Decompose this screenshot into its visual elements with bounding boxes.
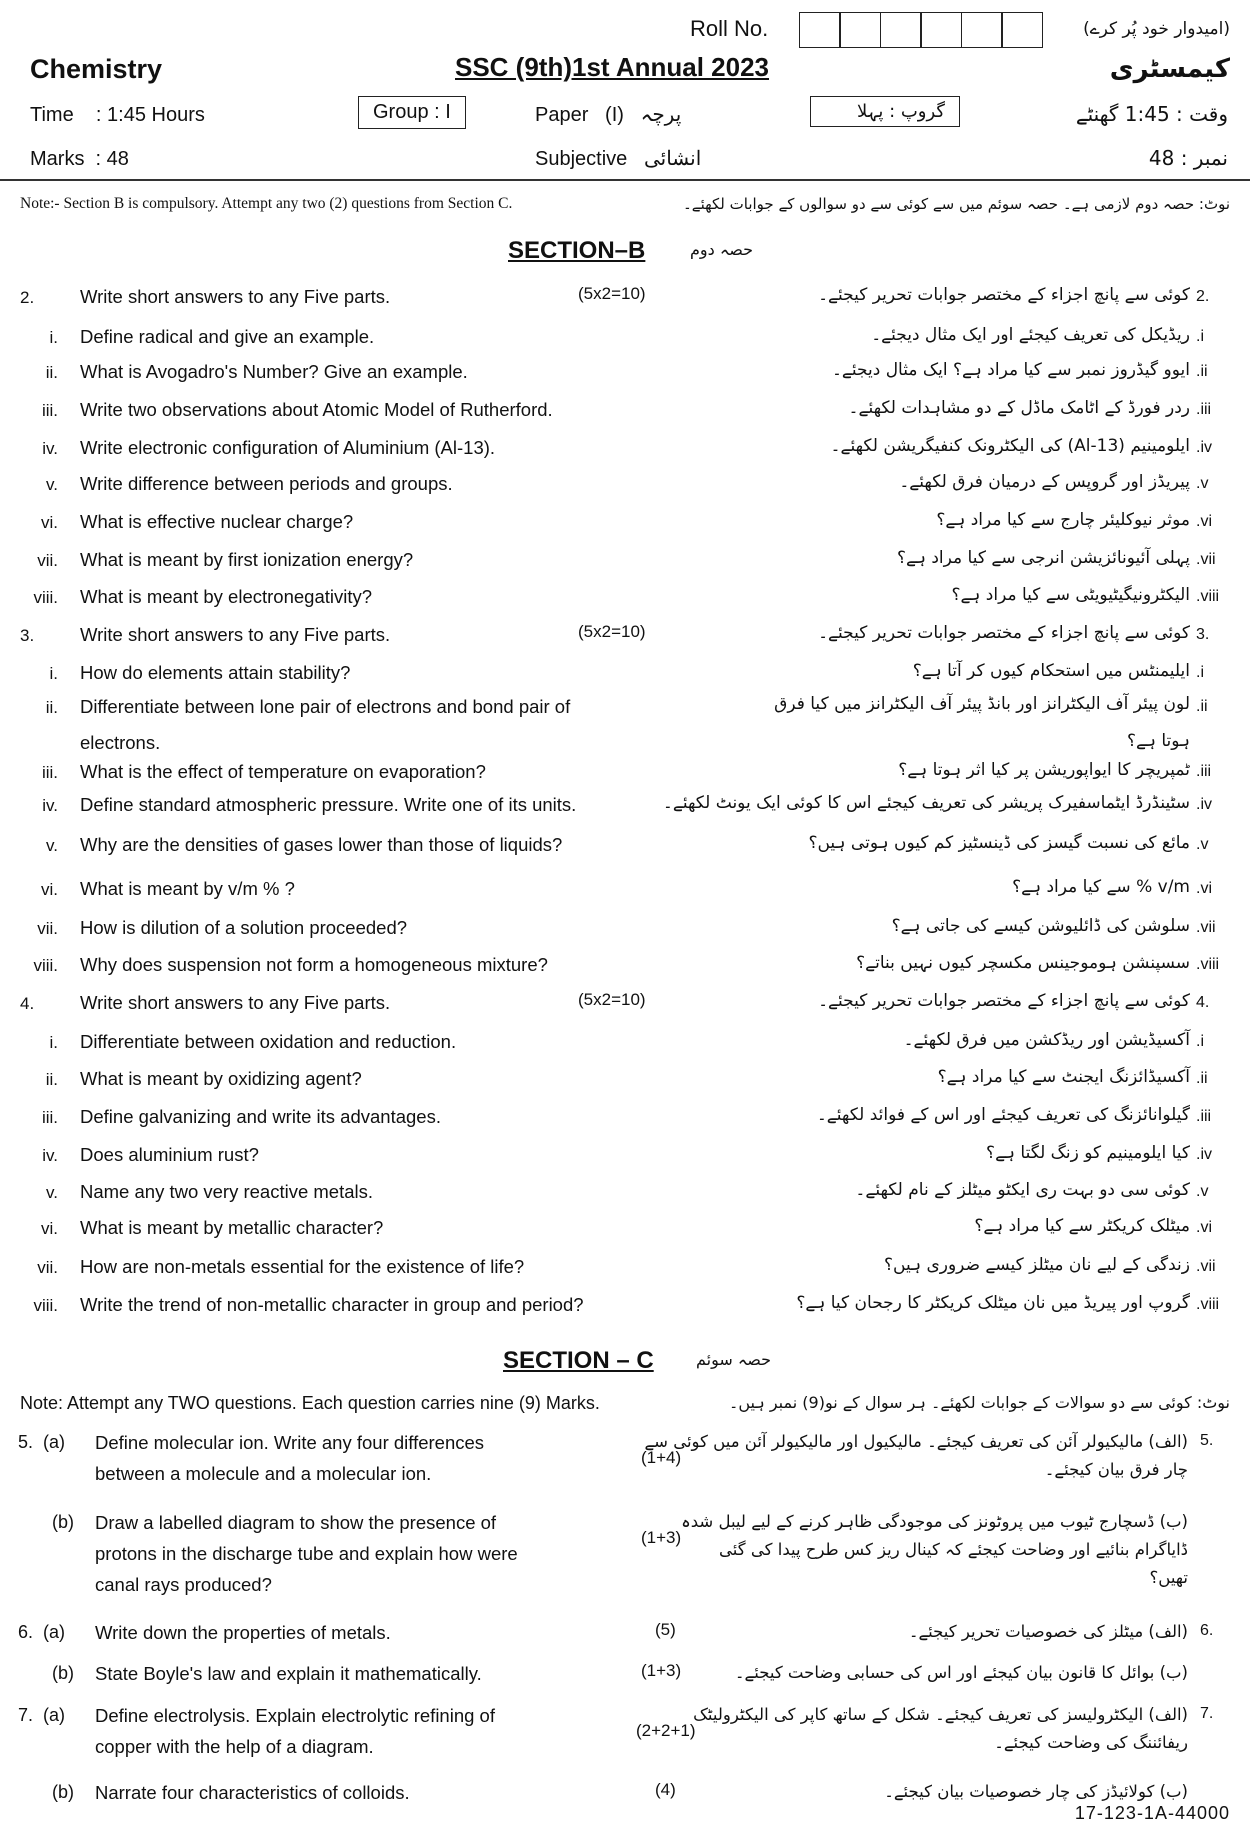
question-part: What is meant by metallic character? xyxy=(80,1217,384,1238)
question-number: viii. xyxy=(33,1296,58,1315)
question-number: vii. xyxy=(37,551,58,570)
question-number-urdu: .viii xyxy=(1196,956,1220,973)
question-part: Define standard atmospheric pressure. Write one of its units. xyxy=(80,794,577,815)
question-part: How are non-metals essential for the existence of life? xyxy=(80,1256,525,1277)
question-urdu: سلوشن کی ڈائلیوشن کیسے کی جاتی ہے؟ xyxy=(891,916,1190,936)
time-en: Time : 1:45 Hours xyxy=(30,104,205,126)
question-urdu-line: ریفائننگ کی وضاحت کیجئے۔ xyxy=(994,1733,1188,1752)
question-urdu-line: (الف) الیکٹرولیسز کی تعریف کیجئے۔ شکل کے ساتھ کاپر کی الیکٹرولیٹک xyxy=(693,1705,1188,1724)
question-line: State Boyle's law and explain it mathematically. xyxy=(95,1663,482,1684)
question-urdu: کوئی سے پانچ اجزاء کے مختصر جوابات تحریر کیجئے۔ xyxy=(818,623,1190,643)
question-number-urdu: .iv xyxy=(1196,796,1212,813)
header-divider xyxy=(0,179,1250,181)
question-number: ii. xyxy=(45,1070,58,1089)
section-c-note-ur: نوٹ: کوئی سے دو سوالات کے جوابات لکھئے۔ ہر سوال کے نو(9) نمبر ہیں۔ xyxy=(729,1393,1230,1412)
question-number-urdu: .v xyxy=(1196,475,1209,492)
question-part: Does aluminium rust? xyxy=(80,1144,259,1165)
question-number: vi. xyxy=(41,880,58,899)
question-number: iv. xyxy=(42,1146,58,1165)
question-urdu: الیکٹرونیگیٹیویٹی سے کیا مراد ہے؟ xyxy=(951,585,1190,605)
question-urdu: سسپنشن ہوموجینس مکسچر کیوں نہیں بناتے؟ xyxy=(856,953,1190,973)
question-number: v. xyxy=(46,836,58,855)
question-number-urdu: 7. xyxy=(1200,1705,1214,1722)
note-en: Note:- Section B is compulsory. Attempt any two (2) questions from Section C. xyxy=(20,195,513,212)
question-part: Write difference between periods and groups. xyxy=(80,473,453,494)
question-urdu: ہوتا ہے؟ xyxy=(1126,731,1190,751)
question-number-urdu: .vi xyxy=(1196,1219,1212,1236)
question-part: What is meant by v/m % ? xyxy=(80,878,295,899)
question-number-urdu: .viii xyxy=(1196,1296,1220,1313)
question-urdu: ایلیمنٹس میں استحکام کیوں کر آتا ہے؟ xyxy=(912,661,1190,681)
subject-ur: کیمسٹری xyxy=(1109,54,1230,84)
question-urdu: آکسیڈائزنگ ایجنٹ سے کیا مراد ہے؟ xyxy=(937,1067,1190,1087)
question-urdu: کوئی سے پانچ اجزاء کے مختصر جوابات تحریر کیجئے۔ xyxy=(818,285,1190,305)
question-number-urdu: .iv xyxy=(1196,439,1212,456)
question-number-urdu: .i xyxy=(1196,1033,1204,1050)
section-b-title: SECTION–B xyxy=(508,237,646,264)
question-number-urdu: .vi xyxy=(1196,513,1212,530)
question-urdu: کوئی سے پانچ اجزاء کے مختصر جوابات تحریر کیجئے۔ xyxy=(818,991,1190,1011)
group-ur: گروپ : پہلا xyxy=(810,96,960,127)
question-line: Narrate four characteristics of colloids. xyxy=(95,1782,410,1803)
question-number-urdu: .iv xyxy=(1196,1146,1212,1163)
question-number-urdu: .vii xyxy=(1196,551,1216,568)
question-line: between a molecule and a molecular ion. xyxy=(95,1463,432,1484)
note-ur: نوٹ: حصہ دوم لازمی ہے۔ حصہ سوئم میں سے کوئی سے دو سوالوں کے جوابات لکھئے۔ xyxy=(682,195,1230,213)
question-marks: (1+4) xyxy=(641,1448,682,1467)
marks-ur: نمبر : 48 xyxy=(1148,146,1228,170)
question-part: What is Avogadro's Number? Give an example. xyxy=(80,361,468,382)
question-urdu: میٹلک کریکٹر سے کیا مراد ہے؟ xyxy=(974,1216,1190,1236)
question-number: viii. xyxy=(33,956,58,975)
question-number-urdu: .i xyxy=(1196,664,1204,681)
question-part: Why are the densities of gases lower than those of liquids? xyxy=(80,834,563,855)
question-urdu: موثر نیوکلیئر چارج سے کیا مراد ہے؟ xyxy=(936,510,1190,530)
question-urdu: آکسیڈیشن اور ریڈکشن میں فرق لکھئے۔ xyxy=(903,1030,1190,1050)
question-number: iv. xyxy=(42,796,58,815)
question-part: How do elements attain stability? xyxy=(80,662,351,683)
question-marks: (5x2=10) xyxy=(578,622,646,641)
question-number: vii. xyxy=(37,1258,58,1277)
question-urdu: ایوو گیڈروز نمبر سے کیا مراد ہے؟ ایک مثال دیجئے۔ xyxy=(831,360,1190,380)
group-en: Group : I xyxy=(358,96,466,129)
question-marks: (5x2=10) xyxy=(578,990,646,1009)
question-line: Define electrolysis. Explain electrolytic refining of xyxy=(95,1705,495,1726)
question-number: 7. (a) xyxy=(18,1705,66,1725)
paper: Paper (I) پرچہ xyxy=(535,104,682,126)
question-number-urdu: 3. xyxy=(1196,626,1210,643)
question-number: vi. xyxy=(41,1219,58,1238)
question-number: i. xyxy=(49,1033,58,1052)
question-part: Define galvanizing and write its advantages. xyxy=(80,1106,441,1127)
question-number-urdu: .iii xyxy=(1196,763,1212,780)
subjective: Subjective انشائی xyxy=(535,148,702,170)
question-urdu: کیا ایلومینیم کو زنگ لگتا ہے؟ xyxy=(986,1143,1190,1163)
question-marks: (5) xyxy=(655,1620,676,1639)
question-part: What is meant by first ionization energy? xyxy=(80,549,414,570)
question-number: viii. xyxy=(33,588,58,607)
question-number: 3. xyxy=(20,626,35,645)
question-number-urdu: .iii xyxy=(1196,1108,1212,1125)
question-number: 4. xyxy=(20,994,35,1013)
question-number-urdu: .iii xyxy=(1196,401,1212,418)
question-urdu: ریڈیکل کی تعریف کیجئے اور ایک مثال دیجئے۔ xyxy=(871,325,1190,345)
question-marks: (5x2=10) xyxy=(578,284,646,303)
question-number-urdu: .v xyxy=(1196,1183,1209,1200)
question-urdu: v/m % سے کیا مراد ہے؟ xyxy=(1012,877,1190,897)
question-urdu: گیلوانائزنگ کی تعریف کیجئے اور اس کے فوائد لکھئے۔ xyxy=(816,1105,1190,1125)
question-heading: Write short answers to any Five parts. xyxy=(80,992,391,1013)
question-number: 6. (a) xyxy=(18,1622,66,1642)
question-number: vii. xyxy=(37,919,58,938)
roll-urdu: (امیدوار خود پُر کرے) xyxy=(1083,19,1230,39)
question-number: iv. xyxy=(42,439,58,458)
question-number: ii. xyxy=(45,363,58,382)
question-urdu: سٹینڈرڈ ایٹماسفیرک پریشر کی تعریف کیجئے اس کا کوئی ایک یونٹ لکھئے۔ xyxy=(662,793,1190,813)
question-marks: (1+3) xyxy=(641,1528,682,1547)
question-part: Write two observations about Atomic Model of Rutherford. xyxy=(80,399,553,420)
question-number: 2. xyxy=(20,288,35,307)
exam-title: SSC (9th)1st Annual 2023 xyxy=(455,52,770,82)
question-line: Draw a labelled diagram to show the presence of xyxy=(95,1512,497,1533)
question-marks: (2+2+1) xyxy=(636,1721,696,1740)
question-number: vi. xyxy=(41,513,58,532)
question-number: (b) xyxy=(52,1782,74,1802)
question-part: Write electronic configuration of Aluminium (Al-13). xyxy=(80,437,496,458)
question-number: iii. xyxy=(41,763,58,782)
question-number: ii. xyxy=(45,698,58,717)
question-part: Differentiate between lone pair of electrons and bond pair of xyxy=(80,696,571,717)
question-urdu-line: (الف) مالیکیولر آئن کی تعریف کیجئے۔ مالیکیول اور مالیکیولر آئن میں کوئی سے xyxy=(644,1432,1188,1451)
question-urdu-line: ڈایاگرام بنائیے اور وضاحت کیجئے کہ کینال ریز کس طرح پیدا کی گئی xyxy=(719,1540,1188,1559)
question-heading: Write short answers to any Five parts. xyxy=(80,286,391,307)
question-number-urdu: .i xyxy=(1196,328,1204,345)
question-part: Differentiate between oxidation and reduction. xyxy=(80,1031,457,1052)
question-urdu: زندگی کے لیے نان میٹلز کیسے ضروری ہیں؟ xyxy=(884,1255,1190,1275)
question-number: (b) xyxy=(52,1663,74,1683)
question-part: How is dilution of a solution proceeded? xyxy=(80,917,408,938)
marks-en: Marks : 48 xyxy=(30,148,129,170)
question-number-urdu: .viii xyxy=(1196,588,1220,605)
question-part: Name any two very reactive metals. xyxy=(80,1181,374,1202)
question-number-urdu: .v xyxy=(1196,836,1209,853)
roll-number-boxes[interactable] xyxy=(800,12,1043,48)
question-part: What is effective nuclear charge? xyxy=(80,511,354,532)
question-part: What is meant by oxidizing agent? xyxy=(80,1068,362,1089)
question-urdu-line: (ب) ڈسچارج ٹیوب میں پروٹونز کی موجودگی ظاہر کرنے کے لیے لیبل شدہ xyxy=(681,1512,1188,1531)
question-urdu: کوئی سی دو بہت ری ایکٹو میٹلز کے نام لکھئے۔ xyxy=(855,1180,1190,1200)
question-line: copper with the help of a diagram. xyxy=(95,1736,374,1757)
question-number: i. xyxy=(49,664,58,683)
question-part: Why does suspension not form a homogeneous mixture? xyxy=(80,954,548,975)
question-line: canal rays produced? xyxy=(95,1574,272,1595)
question-urdu: پہلی آئیونائزیشن انرجی سے کیا مراد ہے؟ xyxy=(897,548,1190,568)
question-urdu: لون پیئر آف الیکٹرانز اور بانڈ پیئر آف الیکٹرانز میں کیا فرق xyxy=(774,694,1190,714)
question-part: What is meant by electronegativity? xyxy=(80,586,373,607)
section-c-note-en: Note: Attempt any TWO questions. Each question carries nine (9) Marks. xyxy=(20,1393,600,1413)
roll-label: Roll No. xyxy=(690,16,769,41)
question-number-urdu: .vii xyxy=(1196,1258,1216,1275)
question-number: v. xyxy=(46,475,58,494)
question-number-urdu: .vii xyxy=(1196,919,1216,936)
question-part: What is the effect of temperature on evaporation? xyxy=(80,761,486,782)
question-urdu-line: چار فرق بیان کیجئے۔ xyxy=(1044,1460,1188,1479)
question-part: electrons. xyxy=(80,732,161,753)
question-line: protons in the discharge tube and explain how were xyxy=(95,1543,518,1564)
question-number: iii. xyxy=(41,401,58,420)
question-number: iii. xyxy=(41,1108,58,1127)
question-marks: (1+3) xyxy=(641,1661,682,1680)
question-part: Write the trend of non-metallic character in group and period? xyxy=(80,1294,584,1315)
question-number-urdu: 6. xyxy=(1200,1622,1214,1639)
section-c-title: SECTION – C xyxy=(503,1347,654,1374)
question-urdu: پیریڈز اور گروپس کے درمیان فرق لکھئے۔ xyxy=(899,472,1190,492)
question-urdu-line: (الف) میٹلز کی خصوصیات تحریر کیجئے۔ xyxy=(908,1622,1188,1641)
question-number-urdu: 5. xyxy=(1200,1432,1214,1449)
question-number: 5. (a) xyxy=(18,1432,66,1452)
section-b-title-ur: حصہ دوم xyxy=(690,240,753,259)
question-number-urdu: 2. xyxy=(1196,288,1210,305)
question-number: i. xyxy=(49,328,58,347)
question-urdu: ٹمپریچر کا ایواپوریشن پر کیا اثر ہوتا ہے؟ xyxy=(898,760,1190,780)
question-heading: Write short answers to any Five parts. xyxy=(80,624,391,645)
question-line: Define molecular ion. Write any four differences xyxy=(95,1432,485,1453)
question-number-urdu: .ii xyxy=(1196,698,1208,715)
question-urdu: گروپ اور پیریڈ میں نان میٹلک کریکٹر کا رجحان کیا ہے؟ xyxy=(796,1293,1190,1313)
question-marks: (4) xyxy=(655,1780,676,1799)
question-number: v. xyxy=(46,1183,58,1202)
question-urdu: ردر فورڈ کے اٹامک ماڈل کے دو مشاہدات لکھئے۔ xyxy=(848,398,1190,418)
question-urdu-line: تھیں؟ xyxy=(1149,1568,1188,1587)
question-urdu: مائع کی نسبت گیسز کی ڈینسٹیز کم کیوں ہوتی ہیں؟ xyxy=(808,833,1190,853)
question-number-urdu: .ii xyxy=(1196,363,1208,380)
paper-code: 17-123-1A-44000 xyxy=(1074,1803,1230,1823)
subject-en: Chemistry xyxy=(30,54,163,84)
section-c-title-ur: حصہ سوئم xyxy=(696,1350,771,1369)
question-number-urdu: .ii xyxy=(1196,1070,1208,1087)
question-line: Write down the properties of metals. xyxy=(95,1622,391,1643)
time-ur: وقت : 1:45 گھنٹے xyxy=(1075,102,1228,126)
question-urdu-line: (ب) کولائیڈز کی چار خصوصیات بیان کیجئے۔ xyxy=(884,1782,1188,1801)
question-number: (b) xyxy=(52,1512,74,1532)
question-number-urdu: 4. xyxy=(1196,994,1210,1011)
question-urdu: ایلومینیم (Al-13) کی الیکٹرونک کنفیگریشن لکھئے۔ xyxy=(830,436,1190,456)
question-number-urdu: .vi xyxy=(1196,880,1212,897)
question-part: Define radical and give an example. xyxy=(80,326,375,347)
question-urdu-line: (ب) بوائل کا قانون بیان کیجئے اور اس کی حسابی وضاحت کیجئے۔ xyxy=(734,1663,1188,1682)
